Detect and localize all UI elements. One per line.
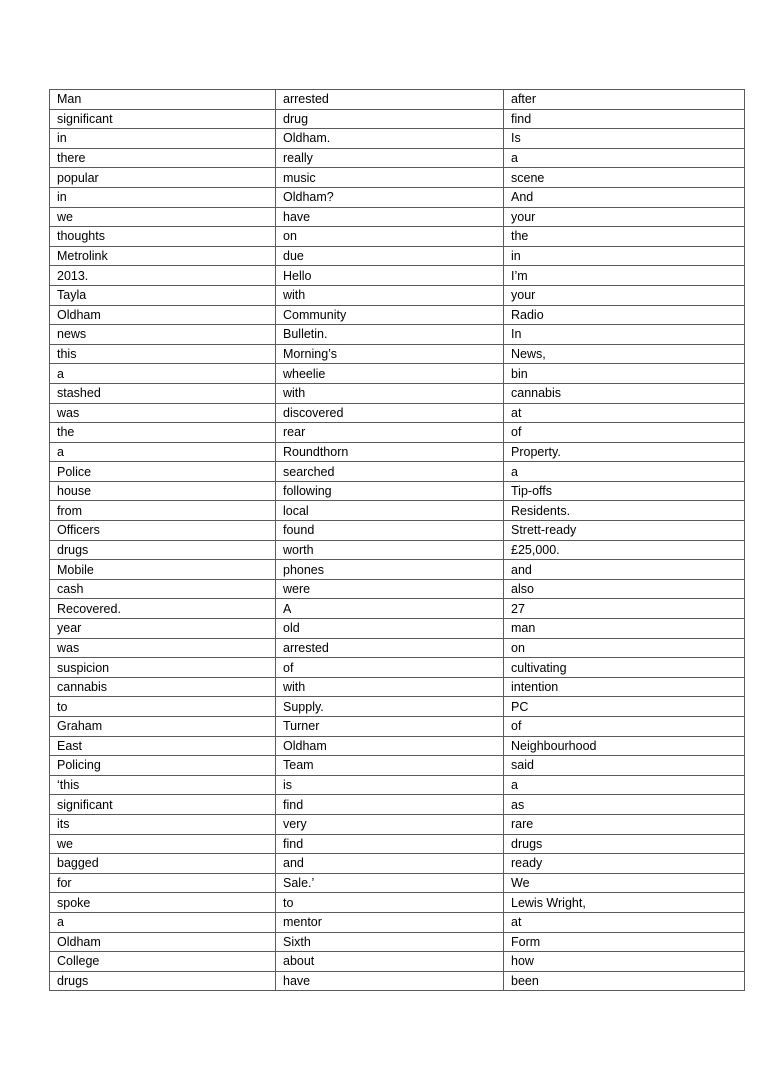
table-cell: 2013.: [50, 266, 276, 286]
table-cell: of: [504, 423, 745, 443]
table-row: [50, 540, 745, 560]
table-cell: Oldham: [276, 736, 504, 756]
table-cell: Strett-ready: [504, 521, 745, 541]
table-cell: Radio: [504, 305, 745, 325]
table-cell: drug: [276, 109, 504, 129]
table-cell: spoke: [50, 893, 276, 913]
table-cell: Community: [276, 305, 504, 325]
table-cell: A: [276, 599, 504, 619]
table-cell: house: [50, 481, 276, 501]
table-row: [50, 364, 745, 384]
table-cell: wheelie: [276, 364, 504, 384]
table-row: [50, 697, 745, 717]
table-cell: Oldham?: [276, 187, 504, 207]
table-row: [50, 168, 745, 188]
table-cell: Form: [504, 932, 745, 952]
table-cell: Roundthorn: [276, 442, 504, 462]
table-row: [50, 227, 745, 247]
table-row: [50, 560, 745, 580]
table-cell: was: [50, 638, 276, 658]
table-row: [50, 344, 745, 364]
table-cell: cultivating: [504, 658, 745, 678]
table-cell: East: [50, 736, 276, 756]
table-cell: the: [504, 227, 745, 247]
table-cell: been: [504, 971, 745, 991]
table-cell: Officers: [50, 521, 276, 541]
table-cell: Recovered.: [50, 599, 276, 619]
table-cell: arrested: [276, 638, 504, 658]
table-cell: with: [276, 383, 504, 403]
table-cell: popular: [50, 168, 276, 188]
table-cell: drugs: [504, 834, 745, 854]
table-cell: mentor: [276, 912, 504, 932]
table-cell: of: [276, 658, 504, 678]
table-row: [50, 677, 745, 697]
table-row: [50, 129, 745, 149]
table-row: [50, 775, 745, 795]
table-cell: I’m: [504, 266, 745, 286]
table-cell: And: [504, 187, 745, 207]
table-cell: in: [504, 246, 745, 266]
table-row: [50, 383, 745, 403]
table-cell: cannabis: [50, 677, 276, 697]
table-cell: how: [504, 952, 745, 972]
table-cell: we: [50, 207, 276, 227]
table-row: [50, 285, 745, 305]
table-cell: find: [276, 834, 504, 854]
table-cell: stashed: [50, 383, 276, 403]
table-cell: and: [276, 854, 504, 874]
table-cell: Sixth: [276, 932, 504, 952]
table-cell: Lewis Wright,: [504, 893, 745, 913]
table-cell: at: [504, 912, 745, 932]
table-cell: scene: [504, 168, 745, 188]
table-cell: at: [504, 403, 745, 423]
table-cell: Is: [504, 129, 745, 149]
table-cell: Mobile: [50, 560, 276, 580]
table-cell: we: [50, 834, 276, 854]
table-row: [50, 187, 745, 207]
table-cell: Oldham: [50, 305, 276, 325]
table-cell: Graham: [50, 717, 276, 737]
table-cell: in: [50, 187, 276, 207]
word-table: [49, 89, 745, 991]
table-row: [50, 246, 745, 266]
table-cell: with: [276, 677, 504, 697]
table-row: [50, 305, 745, 325]
table-row: [50, 266, 745, 286]
table-cell: PC: [504, 697, 745, 717]
table-cell: ready: [504, 854, 745, 874]
table-cell: thoughts: [50, 227, 276, 247]
table-cell: In: [504, 325, 745, 345]
table-cell: was: [50, 403, 276, 423]
table-cell: also: [504, 579, 745, 599]
table-row: [50, 873, 745, 893]
table-cell: Bulletin.: [276, 325, 504, 345]
table-cell: old: [276, 619, 504, 639]
table-cell: to: [50, 697, 276, 717]
table-cell: is: [276, 775, 504, 795]
table-cell: found: [276, 521, 504, 541]
table-cell: have: [276, 207, 504, 227]
table-row: [50, 619, 745, 639]
table-cell: £25,000.: [504, 540, 745, 560]
table-cell: Man: [50, 90, 276, 110]
table-row: [50, 717, 745, 737]
table-cell: a: [50, 364, 276, 384]
table-cell: very: [276, 814, 504, 834]
table-cell: drugs: [50, 540, 276, 560]
table-cell: Tayla: [50, 285, 276, 305]
table-row: [50, 207, 745, 227]
table-cell: worth: [276, 540, 504, 560]
table-row: [50, 423, 745, 443]
table-cell: discovered: [276, 403, 504, 423]
table-cell: this: [50, 344, 276, 364]
table-row: [50, 971, 745, 991]
table-row: [50, 795, 745, 815]
table-cell: significant: [50, 109, 276, 129]
table-cell: Sale.’: [276, 873, 504, 893]
table-cell: Residents.: [504, 501, 745, 521]
table-cell: the: [50, 423, 276, 443]
table-row: [50, 109, 745, 129]
table-cell: Team: [276, 756, 504, 776]
table-cell: Neighbourhood: [504, 736, 745, 756]
table-cell: have: [276, 971, 504, 991]
table-cell: about: [276, 952, 504, 972]
table-cell: year: [50, 619, 276, 639]
table-cell: with: [276, 285, 504, 305]
table-row: [50, 599, 745, 619]
table-cell: bagged: [50, 854, 276, 874]
table-cell: News,: [504, 344, 745, 364]
table-cell: find: [276, 795, 504, 815]
table-cell: man: [504, 619, 745, 639]
table-cell: your: [504, 207, 745, 227]
table-cell: after: [504, 90, 745, 110]
table-cell: rear: [276, 423, 504, 443]
table-row: [50, 756, 745, 776]
table-cell: on: [504, 638, 745, 658]
table-cell: a: [504, 462, 745, 482]
table-cell: arrested: [276, 90, 504, 110]
table-cell: really: [276, 148, 504, 168]
table-row: [50, 501, 745, 521]
table-cell: Morning’s: [276, 344, 504, 364]
table-cell: a: [50, 442, 276, 462]
table-row: [50, 462, 745, 482]
table-cell: on: [276, 227, 504, 247]
table-cell: rare: [504, 814, 745, 834]
table-row: [50, 932, 745, 952]
table-cell: Oldham: [50, 932, 276, 952]
table-cell: Metrolink: [50, 246, 276, 266]
table-row: [50, 521, 745, 541]
table-row: [50, 912, 745, 932]
table-row: [50, 442, 745, 462]
table-cell: phones: [276, 560, 504, 580]
table-cell: Turner: [276, 717, 504, 737]
table-row: [50, 579, 745, 599]
table-cell: find: [504, 109, 745, 129]
table-row: [50, 814, 745, 834]
table-row: [50, 736, 745, 756]
table-row: [50, 854, 745, 874]
table-cell: and: [504, 560, 745, 580]
table-row: [50, 893, 745, 913]
table-cell: Property.: [504, 442, 745, 462]
table-cell: a: [50, 912, 276, 932]
table-cell: Policing: [50, 756, 276, 776]
table-cell: a: [504, 775, 745, 795]
table-cell: We: [504, 873, 745, 893]
table-cell: its: [50, 814, 276, 834]
table-cell: cash: [50, 579, 276, 599]
table-row: [50, 325, 745, 345]
table-cell: drugs: [50, 971, 276, 991]
table-cell: Hello: [276, 266, 504, 286]
table-row: [50, 90, 745, 110]
table-cell: significant: [50, 795, 276, 815]
table-row: [50, 834, 745, 854]
table-cell: there: [50, 148, 276, 168]
table-cell: Oldham.: [276, 129, 504, 149]
table-row: [50, 148, 745, 168]
table-row: [50, 658, 745, 678]
table-row: [50, 403, 745, 423]
table-cell: as: [504, 795, 745, 815]
table-cell: suspicion: [50, 658, 276, 678]
table-row: [50, 952, 745, 972]
table-cell: intention: [504, 677, 745, 697]
table-cell: from: [50, 501, 276, 521]
table-cell: for: [50, 873, 276, 893]
table-cell: searched: [276, 462, 504, 482]
table-cell: of: [504, 717, 745, 737]
table-cell: Tip-offs: [504, 481, 745, 501]
table-cell: 27: [504, 599, 745, 619]
word-table-body: [50, 90, 745, 991]
table-cell: College: [50, 952, 276, 972]
table-cell: your: [504, 285, 745, 305]
table-cell: a: [504, 148, 745, 168]
table-cell: Supply.: [276, 697, 504, 717]
table-cell: Police: [50, 462, 276, 482]
table-cell: local: [276, 501, 504, 521]
table-cell: said: [504, 756, 745, 776]
table-cell: bin: [504, 364, 745, 384]
table-cell: following: [276, 481, 504, 501]
table-row: [50, 481, 745, 501]
table-cell: music: [276, 168, 504, 188]
table-cell: in: [50, 129, 276, 149]
table-cell: were: [276, 579, 504, 599]
table-cell: ‘this: [50, 775, 276, 795]
table-row: [50, 638, 745, 658]
table-cell: news: [50, 325, 276, 345]
table-cell: cannabis: [504, 383, 745, 403]
table-cell: due: [276, 246, 504, 266]
table-cell: to: [276, 893, 504, 913]
